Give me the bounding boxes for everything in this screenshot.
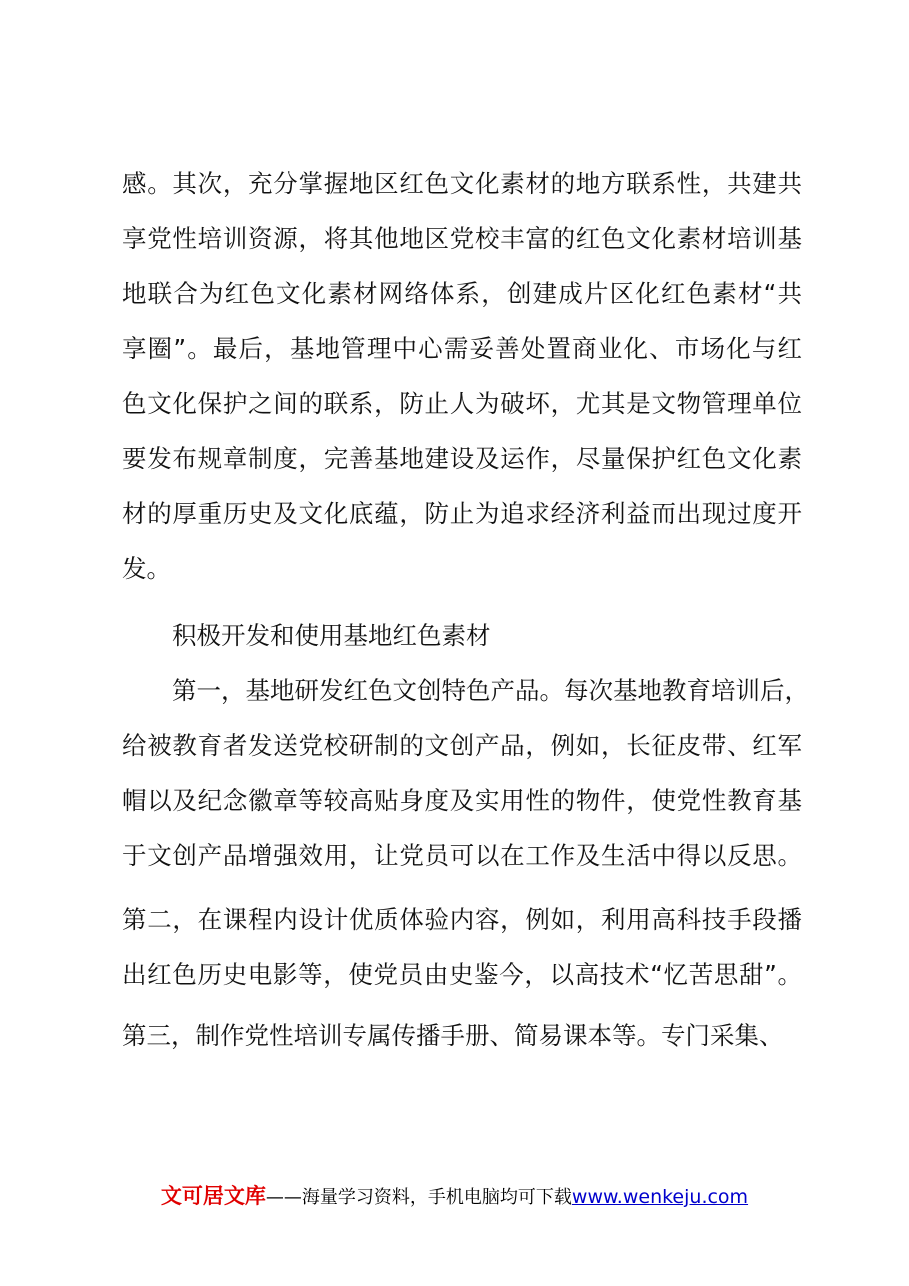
body-line: 第三，制作党性培训专属传播手册、简易课本等。专门采集、 <box>122 1021 784 1050</box>
body-line: 感。其次，充分掌握地区红色文化素材的地方联系性，共建共 <box>122 169 802 198</box>
body-line: 第一，基地研发红色文创特色产品。每次基地教育培训后， <box>172 676 809 705</box>
body-line: 地联合为红色文化素材网络体系，创建成片区化红色素材“共 <box>122 279 802 308</box>
body-line: 发。 <box>122 554 171 583</box>
body-line: 色文化保护之间的联系，防止人为破坏，尤其是文物管理单位 <box>122 389 802 418</box>
section-heading: 积极开发和使用基地红色素材 <box>172 621 491 650</box>
body-line: 出红色历史电影等，使党员由史鉴今，以高技术“忆苦思甜”。 <box>122 960 802 989</box>
body-line: 材的厚重历史及文化底蕴，防止为追求经济利益而出现过度开 <box>122 499 802 528</box>
body-line: 享圈”。最后，基地管理中心需妥善处置商业化、市场化与红 <box>122 334 802 363</box>
footer-url-link[interactable]: www.wenkeju.com <box>571 1186 749 1208</box>
body-line: 要发布规章制度，完善基地建设及运作，尽量保护红色文化素 <box>122 444 802 473</box>
footer-tagline: ——海量学习资料，手机电脑均可下载 <box>265 1187 572 1208</box>
footer-brand: 文可居文库 <box>160 1184 266 1208</box>
page-footer <box>0 1181 909 1213</box>
body-line: 于文创产品增强效用，让党员可以在工作及生活中得以反思。 <box>122 841 802 870</box>
body-line: 享党性培训资源，将其他地区党校丰富的红色文化素材培训基 <box>122 224 802 253</box>
body-line: 帽以及纪念徽章等较高贴身度及实用性的物件，使党性教育基 <box>122 786 802 815</box>
body-line: 给被教育者发送党校研制的文创产品，例如，长征皮带、红军 <box>122 731 802 760</box>
body-line: 第二，在课程内设计优质体验内容，例如，利用高科技手段播 <box>122 905 802 934</box>
